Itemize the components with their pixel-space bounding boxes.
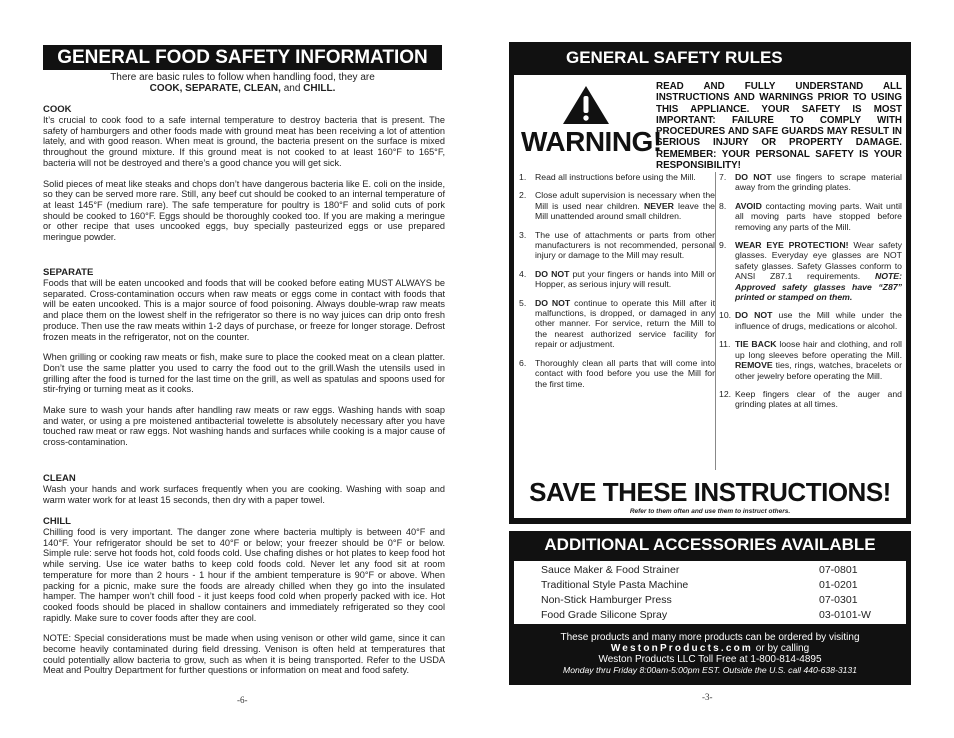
rule-emphasis: DO NOT (535, 268, 570, 279)
accessories-list (514, 561, 906, 624)
rule-number: 9. (719, 240, 727, 251)
section-paragraph: Solid pieces of meat like steaks and chops don’t have dangerous bacteria like E. coli on the inside, so they can be served more rare. Still, any beef cut should be cooked to an internal temperature of at least 145°F (medium rare). The safe temperature for poultry is 180°F and solid cuts of pork should be cooked to 160°F. Eggs should be thoroughly cooked too. If you are making a meringue or other recipe that uses uncooked eggs, buy specially pasteurized eggs or use prepared meringue powder. (43, 178, 445, 243)
list-item (541, 578, 881, 592)
order-website-line (509, 643, 911, 654)
rule-item (719, 389, 902, 410)
rule-text: continue to operate this Mill after it malfunctions, is dropped, or damaged in any other manner. For service, return the Mill to the nearest authorized service facility for repair or adjustment. (535, 297, 715, 350)
rule-text: loose hair and clothing, and roll up long sleeves before operating the Mill. (735, 339, 902, 360)
warning-triangle-icon (562, 85, 610, 125)
accessory-name: Non-Stick Hamburger Press (541, 594, 672, 606)
section-paragraph: Foods that will be eaten uncooked and foods that will be cooked before eating MUST ALWAYS be separated. Cross-contamination occurs when raw meats or eggs come in contact with foods that will be eaten uncooked. This is a major source of food poisoning. Always double-wrap raw meats and place them on the lowest shelf in the refrigerator so there is no way juices can drip onto fresh produce. Then use the raw meats within 1-2 days of purchase, or freeze for longer storage. Defrost frozen meats in the refrigerator, not on the counter. (43, 278, 445, 342)
rule-text: Read all instructions before using the Mill. (535, 172, 696, 182)
rule-number: 6. (519, 357, 527, 368)
rule-text: The use of attachments or parts from other manufacturers is not recommended, personal injury or damage to the Mill may result. (535, 229, 715, 261)
section-paragraph: It’s crucial to cook food to a safe internal temperature to destroy bacteria that is present. The safety of hamburgers and other foods made with ground meat has been receiving a lot of attention lately, and with good reason. When meat is ground, the bacteria present on the surface is mixed throughout the ground mixture. If this ground meat is not cooked to at least 160°F to 165°F, bacteria will not be destroyed and there’s a good chance you will get sick. (43, 115, 445, 168)
section-chill (43, 516, 445, 676)
rule-item (719, 310, 902, 331)
rule-text: Keep fingers clear of the auger and grinding plates at all times. (735, 388, 902, 410)
rule-number: 4. (519, 268, 527, 279)
rule-number: 3. (519, 229, 527, 240)
accessory-name: Traditional Style Pasta Machine (541, 579, 689, 591)
rules-column-2 (719, 172, 902, 470)
rule-number: 8. (719, 200, 727, 211)
hours-line: Monday thru Friday 8:00am-5:00pm EST. Outside the U.S. call 440-638-3131 (563, 665, 857, 675)
order-line: These products and many more products can be ordered by visiting (560, 632, 860, 643)
section-separate (43, 267, 445, 448)
section-paragraph: Wash your hands and work surfaces frequently when you are cooking. Washing with soap and warm water work for at least 15 seconds, then dry with a paper towel. (43, 484, 445, 505)
warning-panel (514, 75, 906, 518)
rule-number: 11. (719, 339, 731, 350)
intro-keywords-line (43, 83, 442, 94)
rule-text: ties, rings, watches, bracelets or other jewelry before operating the Mill. (735, 360, 902, 381)
rule-text: Close adult supervision is necessary when the Mill is used near children. (535, 190, 715, 211)
website-link[interactable]: WestonProducts.com (610, 643, 754, 654)
rule-number: 7. (719, 172, 727, 182)
intro-keywords: COOK, SEPARATE, CLEAN, (149, 83, 281, 94)
order-call: or by calling (753, 643, 810, 654)
safety-rules-box (509, 42, 911, 524)
rule-text: use fingers to scrape material away from the grinding plates. (735, 172, 902, 193)
intro-line: There are basic rules to follow when handling food, they are (110, 72, 375, 83)
rule-item (519, 358, 715, 389)
rule-text: use the Mill while under the influence of drugs, medications or alcohol. (735, 310, 902, 331)
accessories-box (509, 531, 911, 685)
rule-text: contacting moving parts. Wait until all moving parts have stopped before removing any parts of the Mill. (735, 200, 902, 232)
rule-note: NOTE: Approved safety glasses have “Z87” printed or stamped on them. (735, 271, 902, 303)
rule-emphasis: REMOVE (735, 360, 773, 371)
list-item (541, 593, 881, 607)
section-title: CHILL (43, 516, 71, 527)
section-title: COOK (43, 104, 72, 115)
rule-item (519, 172, 715, 182)
section-clean (43, 473, 445, 505)
rule-item (519, 298, 715, 350)
rule-number: 10. (719, 310, 732, 321)
warning-word: WARNING! (521, 126, 662, 157)
warning-body: READ AND FULLY UNDERSTAND ALL INSTRUCTIONS AND WARNINGS PRIOR TO USING THIS APPLIANCE. YOUR SAFETY IS MOST IMPORTANT: FAILURE TO COMPLY WITH PROCEDURES AND SAFE GUARDS MAY RESULT IN SERIOUS INJURY OR PROPERTY DAMAGE. (656, 81, 902, 149)
rule-item (719, 201, 902, 232)
intro-last-keyword: CHILL. (303, 83, 336, 94)
rule-emphasis: WEAR EYE PROTECTION! (735, 240, 849, 251)
section-paragraph: Make sure to wash your hands after handling raw meats or raw eggs. Washing hands with soap and water, or using a pre moistened antibacterial towelette is absolutely necessary after you have touched raw meat or raw eggs. Not washing hands and surfaces while cooking is a major cause of cross-contamination. (43, 405, 445, 448)
rule-emphasis: DO NOT (735, 172, 772, 182)
accessories-heading: ADDITIONAL ACCESSORIES AVAILABLE (544, 535, 876, 554)
rule-item (519, 230, 715, 261)
accessory-code: 07-0801 (819, 564, 858, 576)
rule-number: 12. (719, 388, 732, 399)
rule-item (719, 240, 902, 302)
rule-item (719, 339, 902, 381)
rule-emphasis: DO NOT (735, 310, 773, 321)
section-title: CLEAN (43, 473, 76, 484)
rule-text: Wear safety glasses. Everyday eye glasses are NOT safety glasses. Safety Glasses conform to ANSI Z87.1 requirements. (735, 240, 902, 282)
section-title: SEPARATE (43, 267, 94, 278)
rule-emphasis: NEVER (643, 200, 674, 211)
rule-number: 2. (519, 190, 527, 201)
accessory-name: Food Grade Silicone Spray (541, 609, 668, 621)
section-paragraph: NOTE: Special considerations must be made when using venison or other wild game, since it can become heavily contaminated during field dressing. Venison is often held at temperatures that could potentially allow bacteria to grow, such as when it is being transported. Refer to the USDA Meat and Poultry Department for further questions or information on meat and food safety. (43, 633, 445, 676)
accessory-code: 07-0301 (819, 594, 858, 606)
accessory-name: Sauce Maker & Food Strainer (541, 564, 680, 576)
list-item (541, 608, 881, 622)
intro-and: and (280, 83, 304, 94)
warning-remember: REMEMBER: YOUR PERSONAL SAFETY IS YOUR RESPONSIBILITY! (656, 148, 902, 172)
rule-emphasis: AVOID (735, 200, 762, 211)
list-item (541, 563, 881, 577)
rules-column-1 (519, 172, 716, 470)
page-number: -6- (237, 695, 248, 705)
safety-heading: GENERAL SAFETY RULES (566, 48, 783, 67)
food-safety-intro (43, 72, 442, 94)
order-info (509, 632, 911, 676)
warning-text (656, 81, 902, 171)
page-number: -3- (702, 692, 713, 702)
rule-emphasis: TIE BACK (735, 339, 777, 350)
rule-number: 1. (519, 172, 527, 182)
save-instructions-subtitle: Refer to them often and use them to instruct others. (629, 508, 791, 515)
rule-item (519, 190, 715, 221)
rule-emphasis: DO NOT (535, 297, 571, 308)
accessory-code: 01-0201 (819, 579, 858, 591)
right-page (477, 0, 954, 738)
rule-item (519, 269, 715, 290)
section-paragraph: When grilling or cooking raw meats or fish, make sure to place the cooked meat on a clean platter. Don’t use the same platter you used to carry the food out to the grill.Wash the utensils used in grilling after the food is turned for the last time on the grill, as well as spatulas and spoons used for stir-frying or turning meat as it cooks. (43, 352, 445, 395)
rule-text: Thoroughly clean all parts that will come into contact with food before you use the Mill for the first time. (535, 357, 715, 389)
accessory-code: 03-0101-W (819, 609, 871, 621)
toll-free-line: Weston Products LLC Toll Free at 1-800-814-4895 (598, 654, 822, 665)
food-safety-heading: GENERAL FOOD SAFETY INFORMATION (43, 45, 442, 70)
rule-text: put your fingers or hands into Mill or Hopper, as serious injury will result. (535, 268, 715, 290)
section-paragraph: Chilling food is very important. The danger zone where bacteria multiply is between 40°F and 140°F. Your refrigerator should be set to 40°F or below; your freezer should be 0°F or below. Simple rule: serve hot foods hot, cold foods cold. Use chafing dishes or hot plates to keep food hot while serving. Use ice water baths to keep cold foods cold. Never let any food sit at room temperature for more than 2 hours - 1 hour if the ambient temperature is 90°F or above. When packing for a picnic, make sure the foods are already chilled when they go into the insulated hamper. The hamper won’t chill food - it just keeps food cold when properly packed with ice. Hot cooked foods should be placed in shallow containers and immediately refrigerated so they cool rapidly. Make sure to cover foods after they are cool. (43, 527, 445, 623)
section-cook (43, 104, 445, 243)
rule-item (719, 172, 902, 193)
save-instructions-title: SAVE THESE INSTRUCTIONS! (529, 477, 891, 507)
rule-text: leave the Mill unattended around small children. (535, 200, 715, 222)
rule-number: 5. (519, 297, 527, 308)
